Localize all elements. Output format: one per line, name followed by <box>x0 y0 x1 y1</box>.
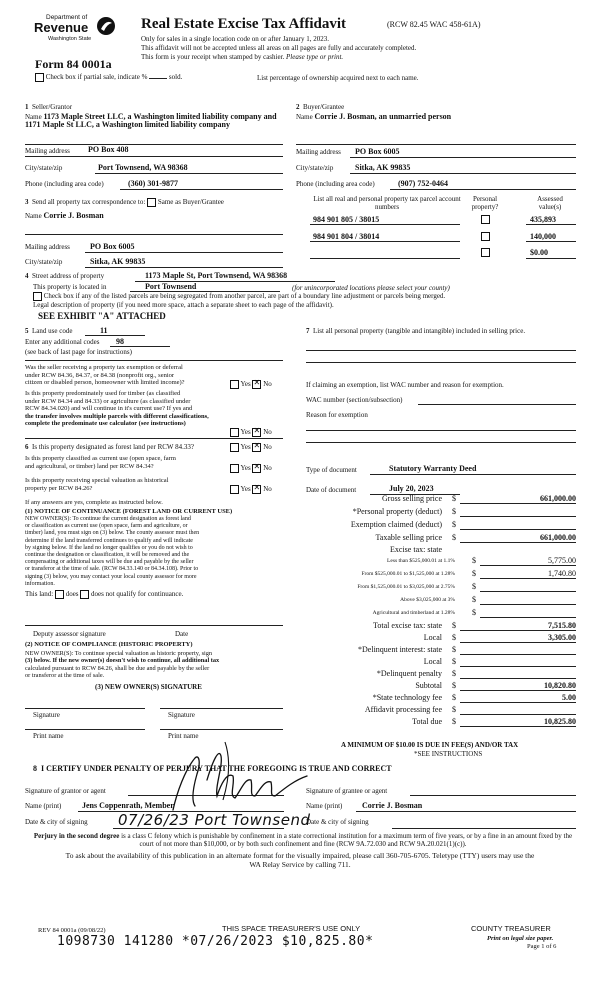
correspondence-city-value: Sitka, AK 99835 <box>90 257 146 266</box>
dollar-sign: $ <box>452 533 456 542</box>
grantee-signature-label: Signature of grantee or agent <box>306 787 388 795</box>
dollar-sign: $ <box>452 669 456 678</box>
continuance-text: NEW OWNER(S): To continue the current designation as forest land or classification as current use (open space, farm and agriculture, or timber) land, you must sign on (3) below. The county assessor must then determine if the land transferred continues to qualify and will indicate by signing below. If the land no longer qualifies or you do not wish to continue the designation or classification, it will be removed and the compensating or additional taxes will be due and payable by the seller or transferor at the time of sale. (RCW 84.33.140 or 84.34.108). Prior to signing (3) below, you may contact your local county assessor for more information. <box>25 516 200 587</box>
buyer-mailing-label: Mailing address <box>296 148 341 156</box>
treasurer-receipt-stamp: 1098730 141280 *07/26/2023 $10,825.80* <box>57 934 374 949</box>
dollar-sign: $ <box>452 520 456 529</box>
exemption-yes-checkbox[interactable] <box>230 380 239 389</box>
buyer-heading: 2 Buyer/Grantee <box>296 103 345 111</box>
segregated-row: Check box if any of the listed parcels are being segregated from another parcel, are part of a boundary line adjustment or parcels being merged. <box>33 292 445 301</box>
tax-row-value: 661,000.00 <box>540 533 576 542</box>
buyer-phone-label: Phone (including area code) <box>296 180 375 188</box>
county-treasurer-label: COUNTY TREASURER <box>471 924 551 933</box>
total-row-label: *Delinquent penalty <box>376 669 442 678</box>
total-row-value: 10,820.80 <box>544 681 576 690</box>
forest-q2-answer: Yes ✕ No <box>230 464 272 473</box>
document-date-label: Date of document <box>306 486 357 494</box>
land-does-not-checkbox[interactable] <box>80 590 89 599</box>
form-number: Form 84 0001a <box>35 57 112 71</box>
property-located-label: This property is located in <box>33 283 107 291</box>
dollar-sign: $ <box>452 507 456 516</box>
personal-property-checkbox[interactable] <box>481 215 490 224</box>
grantor-name-label: Name (print) <box>25 802 62 810</box>
new-owner-signature-heading: (3) NEW OWNER(S) SIGNATURE <box>95 683 202 691</box>
assessed-value: 140,000 <box>530 232 556 241</box>
grantee-name-value: Corrie J. Bosman <box>362 801 423 810</box>
owner-print-name-label: Print name <box>33 732 64 740</box>
land-use-value: 11 <box>100 326 108 335</box>
parcel-header-list: List all real and personal property tax parcel account numbers <box>313 195 461 211</box>
historic-heading: (2) NOTICE OF COMPLIANCE (HISTORIC PROPERTY) <box>25 641 193 648</box>
tax-row-label: Gross selling price <box>382 494 442 503</box>
segregated-checkbox[interactable] <box>33 292 42 301</box>
bracket-value: 1,740.80 <box>548 569 576 578</box>
treasurer-use-label: THIS SPACE TREASURER'S USE ONLY <box>222 924 361 933</box>
bracket-label: From $525,000.01 to $1,525,000 at 1.28% <box>361 571 455 577</box>
correspondence-name: Name Corrie J. Bosman <box>25 211 104 220</box>
logo-state-text: Washington State <box>48 36 92 42</box>
bracket-label: Agricultural and timberland at 1.28% <box>372 610 455 616</box>
partial-sold-label: sold. <box>168 73 183 82</box>
correspondence-mailing-value: PO Box 6005 <box>90 242 135 251</box>
parcel-header-assessed: Assessed value(s) <box>537 195 563 211</box>
forest-q2: Is this property classified as current use (open space, farm and agricultural, or timber) land per RCW 84.34? <box>25 455 176 470</box>
buyer-phone-value: (907) 752-0464 <box>398 179 448 188</box>
partial-sale-checkbox[interactable] <box>35 73 44 82</box>
historic-no-checkbox[interactable] <box>252 485 261 494</box>
partial-sale-label: Check box if partial sale, indicate % <box>45 73 148 82</box>
if-yes-note: If any answers are yes, complete as instructed below. <box>25 499 163 506</box>
ownership-note: List percentage of ownership acquired next to each name. <box>257 74 419 82</box>
current-use-no-checkbox[interactable] <box>252 464 261 473</box>
continuance-heading: (1) NOTICE OF CONTINUANCE (FOREST LAND OR CURRENT USE) <box>25 508 233 515</box>
total-row-label: Local <box>423 633 442 642</box>
handwritten-date-city: 07/26/23 Port Townsend <box>118 811 311 829</box>
minimum-fee-note: A MINIMUM OF $10.00 IS DUE IN FEE(S) AND/OR TAX <box>341 741 519 749</box>
additional-codes-value: 98 <box>116 337 124 346</box>
grantee-name-label: Name (print) <box>306 802 343 810</box>
property-street-label: 4 Street address of property <box>25 272 105 280</box>
current-use-yes-checkbox[interactable] <box>230 464 239 473</box>
logo-revenue-text: Revenue <box>34 20 89 35</box>
alternate-format-notice: To ask about the availability of this publication in an alternate format for the visually impaired, please call 360-705-6705. Teletype (TTY) users may use the WA Relay Service by calling 711. <box>65 851 535 869</box>
dollar-sign: $ <box>452 494 456 503</box>
page-title: Real Estate Excise Tax Affidavit <box>141 16 346 32</box>
total-row-value: 10,825.80 <box>544 717 576 726</box>
logo-dept-text: Department of <box>46 14 88 21</box>
document-date-value: July 20, 2023 <box>389 484 434 493</box>
parcel-number: 984 901 805 / 38015 <box>313 215 380 224</box>
partial-percent-field[interactable] <box>149 78 167 79</box>
timber-answer: Yes ✕ No <box>230 428 272 437</box>
historic-yes-checkbox[interactable] <box>230 485 239 494</box>
wac-number-label: WAC number (section/subsection) <box>306 396 403 404</box>
assessed-value: $0.00 <box>530 248 548 257</box>
document-type-label: Type of document <box>306 466 357 474</box>
revenue-logo <box>28 14 120 54</box>
seller-phone-label: Phone (including area code) <box>25 180 104 188</box>
personal-property-checkbox[interactable] <box>481 232 490 241</box>
parcel-number: 984 901 804 / 38014 <box>313 232 380 241</box>
seller-mailing-label: Mailing address <box>25 147 70 155</box>
same-as-buyer-checkbox[interactable] <box>147 198 156 207</box>
owner-signature-label: Signature <box>168 711 195 719</box>
dollar-sign: $ <box>452 645 456 654</box>
dollar-sign: $ <box>472 595 476 604</box>
header-note-2: This affidavit will not be accepted unless all areas on all pages are fully and accurately completed. <box>141 44 417 52</box>
grantee-date-label: Date & city of signing <box>306 818 369 826</box>
total-row-label: Affidavit processing fee <box>364 705 442 714</box>
seller-city-label: City/state/zip <box>25 164 63 172</box>
owner-print-name-label: Print name <box>168 732 199 740</box>
timber-question: Is this property predominately used for timber (as classified under RCW 84.34 and 84.33) or agriculture (as classified under RCW 84.34.020) and will continue in it's current use? If yes and the transfer involves multiple parcels with different classifications, complete the predominate use calculator (see instructions) <box>25 390 209 427</box>
tax-row-value: 661,000.00 <box>540 494 576 503</box>
revenue-swoosh-icon <box>96 16 116 36</box>
total-row-label: Subtotal <box>415 681 442 690</box>
bracket-label: From $1,525,000.01 to $3,025,000 at 2.75% <box>357 584 455 590</box>
deputy-signature-label: Deputy assessor signature <box>33 630 106 638</box>
certify-heading: 8 I CERTIFY UNDER PENALTY OF PERJURY THAT THE FOREGOING IS TRUE AND CORRECT <box>33 764 392 773</box>
dollar-sign: $ <box>452 681 456 690</box>
document-type-value: Statutory Warranty Deed <box>389 464 477 473</box>
personal-property-text: 7 List all personal property (tangible and intangible) included in selling price. <box>306 327 526 335</box>
legal-size-note: Print on legal size paper. <box>487 935 554 942</box>
deputy-date-label: Date <box>175 630 189 638</box>
dollar-sign: $ <box>452 717 456 726</box>
forest-q1: 6 Is this property designated as forest land per RCW 84.33? <box>25 443 195 451</box>
tax-row-label: *Personal property (deduct) <box>352 507 442 516</box>
bracket-label: Less than $525,000.01 at 1.1% <box>387 558 455 564</box>
seller-name: Name 1173 Maple Street LLC, a Washington limited liability company and 1171 Maple St LLC, a Washington limited liability company <box>25 112 277 129</box>
total-row-label: Total excise tax: state <box>373 621 442 630</box>
form-revision: REV 84 0001a (09/08/22) <box>38 927 106 934</box>
grantor-name-value: Jens Coppenrath, Member <box>82 801 174 810</box>
timber-yes-checkbox[interactable] <box>230 428 239 437</box>
dollar-sign: $ <box>452 705 456 714</box>
tax-row-label: Taxable selling price <box>375 533 442 542</box>
handwritten-signature <box>155 740 325 815</box>
legal-description-label: Legal description of property (if you need more space, attach a separate sheet to each page of the affidavit). <box>33 301 334 309</box>
dollar-sign: $ <box>472 608 476 617</box>
buyer-name: Name Corrie J. Bosman, an unmarried person <box>296 112 452 121</box>
dollar-sign: $ <box>472 556 476 565</box>
land-use-label: 5 Land use code <box>25 327 73 335</box>
dollar-sign: $ <box>472 569 476 578</box>
correspondence-mailing-label: Mailing address <box>25 243 70 251</box>
forest-no-checkbox[interactable] <box>252 443 261 452</box>
unincorporated-note: (for unincorporated locations please select your county) <box>292 284 450 292</box>
bracket-value: 5,775.00 <box>548 556 576 565</box>
assessed-value: 435,893 <box>530 215 556 224</box>
property-located-value: Port Townsend <box>145 282 197 291</box>
bracket-label: Above $3,025,000 at 3% <box>400 597 455 603</box>
historic-text: NEW OWNER(S): To continue special valuation as historic property, sign (3) below. If the new owner(s) doesn't wish to continue, all additional tax calculated pursuant to RCW 84.26, shall be due and payable by the seller or transferor at the time of sale. <box>25 650 220 680</box>
dollar-sign: $ <box>452 621 456 630</box>
correspondence-heading: 3 Send all property tax correspondence to: Same as Buyer/Grantee <box>25 198 224 207</box>
total-row-label: Total due <box>412 717 442 726</box>
page-number: Page 1 of 6 <box>527 943 557 950</box>
total-row-label: Local <box>423 657 442 666</box>
correspondence-city-label: City/state/zip <box>25 258 63 266</box>
exemption-question: Was the seller receiving a property tax exemption or deferral under RCW 84.36, 84.37, or 84.38 (nonprofit org., senior citizen or disabled person, homeowner with limited income)? <box>25 364 185 386</box>
buyer-city-label: City/state/zip <box>296 164 334 172</box>
header-note-1: Only for sales in a single location code on or after January 1, 2023. <box>141 35 329 43</box>
see-instructions-note: *SEE INSTRUCTIONS <box>414 750 483 758</box>
total-row-label: *Delinquent interest: state <box>358 645 442 654</box>
dollar-sign: $ <box>472 582 476 591</box>
additional-codes-label: Enter any additional codes <box>25 338 100 346</box>
seller-heading: 1 Seller/Grantor <box>25 103 73 111</box>
parcel-header-personal: Personal property? <box>471 195 499 211</box>
total-row-value: 5.00 <box>562 693 576 702</box>
title-reference: (RCW 82.45 WAC 458-61A) <box>387 20 481 29</box>
see-table-note: (see back of last page for instructions) <box>25 348 132 356</box>
dollar-sign: $ <box>452 693 456 702</box>
personal-property-checkbox[interactable] <box>481 248 490 257</box>
forest-q1-answer: Yes ✕ No <box>230 443 272 452</box>
buyer-mailing-value: PO Box 6005 <box>355 147 400 156</box>
perjury-notice: Perjury in the second degree is a class C felony which is punishable by confinement in a state correctional institution for a maximum term of five years, or by a fine in an amount fixed by the court of not more than $10,000, or by both such confinement and fine (RCW 9A.72.030 and RCW 9A.20.021(1)(c)). <box>33 832 573 848</box>
header-note-3: This form is your receipt when stamped by cashier. Please type or print. <box>141 53 344 61</box>
exemption-answer: Yes ✕ No <box>230 380 272 389</box>
exemption-no-checkbox[interactable] <box>252 380 261 389</box>
dollar-sign: $ <box>452 657 456 666</box>
property-street-value: 1173 Maple St, Port Townsend, WA 98368 <box>145 271 288 280</box>
owner-signature-label: Signature <box>33 711 60 719</box>
excise-state-label: Excise tax: state <box>390 545 442 554</box>
legal-description-value: SEE EXHIBIT "A" ATTACHED <box>38 311 166 321</box>
forest-q3-answer: Yes ✕ No <box>230 485 272 494</box>
dollar-sign: $ <box>452 633 456 642</box>
exemption-reason-label: Reason for exemption <box>306 411 368 419</box>
forest-q3: Is this property receiving special valuation as historical property per RCW 84.26? <box>25 477 169 492</box>
forest-yes-checkbox[interactable] <box>230 443 239 452</box>
land-does-checkbox[interactable] <box>55 590 64 599</box>
partial-sale-row <box>35 73 182 82</box>
seller-phone-value: (360) 301-9877 <box>128 179 178 188</box>
seller-mailing-value: PO Box 408 <box>88 145 129 154</box>
exemption-instruction: If claiming an exemption, list WAC number and reason for exemption. <box>306 381 504 389</box>
timber-no-checkbox[interactable] <box>252 428 261 437</box>
this-land-row: This land: does does not qualify for continuance. <box>25 590 184 599</box>
grantor-signature-label: Signature of grantor or agent <box>25 787 106 795</box>
total-row-value: 7,515.80 <box>548 621 576 630</box>
total-row-value: 3,305.00 <box>548 633 576 642</box>
grantor-date-label: Date & city of signing <box>25 818 88 826</box>
seller-city-value: Port Townsend, WA 98368 <box>98 163 188 172</box>
tax-row-label: Exemption claimed (deduct) <box>350 520 442 529</box>
buyer-city-value: Sitka, AK 99835 <box>355 163 411 172</box>
total-row-label: *State technology fee <box>372 693 442 702</box>
